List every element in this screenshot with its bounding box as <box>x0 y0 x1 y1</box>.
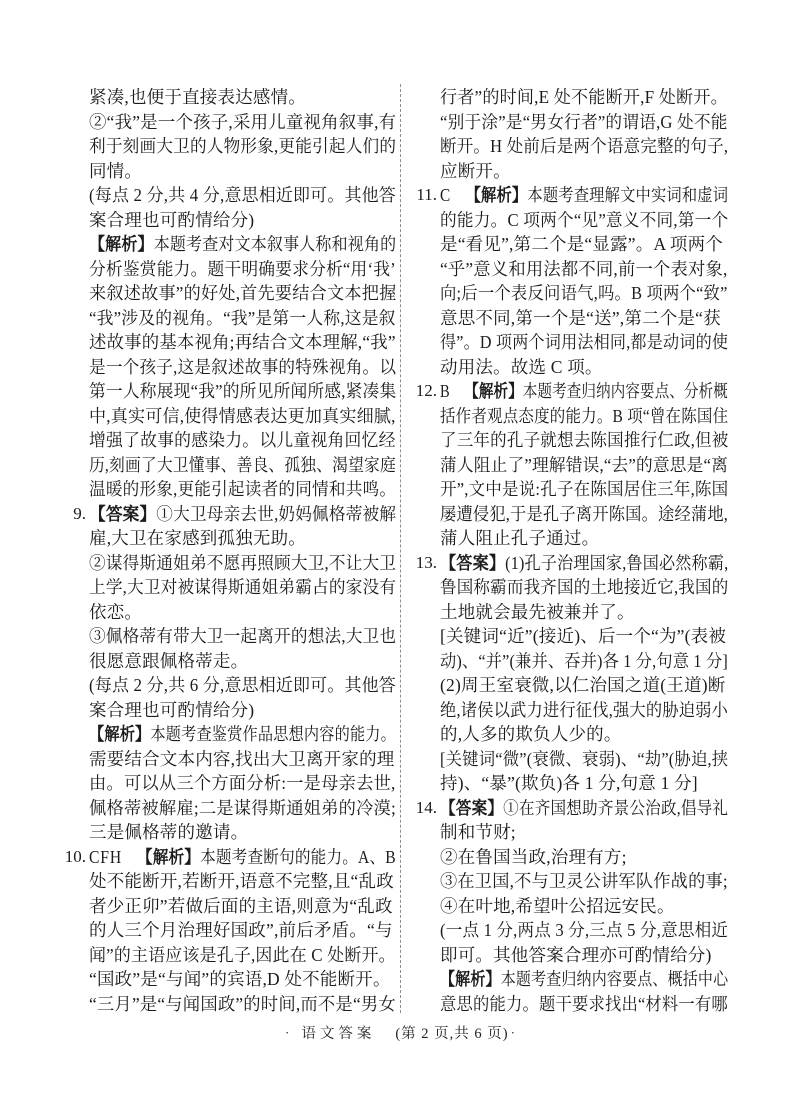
text-line: 中,真实可信,使得情感表达更加真实细腻, <box>89 405 396 426</box>
text-line: 是“看见”,第二个是“显露”。A 项两个 <box>440 234 723 254</box>
section-marker: 【解析】 <box>465 185 528 205</box>
text-line: [关键词“微”(衰微、衰弱)、“劫”(胁迫,挟 <box>440 748 729 769</box>
column-divider <box>400 84 401 1013</box>
answer-item-q10 <box>64 845 396 1017</box>
text-line: 【解析】本题考查对文本叙事人称和视角的 <box>89 234 397 254</box>
section-marker: 【解析】 <box>89 724 151 744</box>
text-line: “我”涉及的视角。“我”是第一人称,这是叙 <box>89 307 396 328</box>
text-line: [关键词“近”(接近)、后一个“为”(表被 <box>440 626 727 646</box>
text-line: 者少正卯”若做后面的主语,则意为“乱政 <box>89 895 393 916</box>
text-line: 绝,诸侯以武力进行征伐,强大的胁迫弱小 <box>440 699 729 720</box>
text-line: 是一个孩子,这是叙述故事的特殊视角。以 <box>89 356 397 377</box>
text-line: 【解析】本题考查鉴赏作品思想内容的能力。 <box>89 724 397 744</box>
text-line: (每点 2 分,共 6 分,意思相近即可。其他答 <box>89 675 396 695</box>
section-marker: 【答案】 <box>440 797 504 818</box>
text-line: 的能力。C 项两个“见”意义不同,第一个 <box>440 209 729 230</box>
text-line: 案合理也可酌情给分) <box>89 699 255 720</box>
text-line: (每点 2 分,共 4 分,意思相近即可。其他答 <box>89 185 396 205</box>
footer-dot-left: · <box>285 1025 290 1040</box>
text-line: 【答案】①大卫母亲去世,奶妈佩格蒂被解 <box>89 503 397 524</box>
text-line: 雇,大卫在家感到孤独无助。 <box>89 528 306 548</box>
text-line: 需要结合文本内容,找出大卫离开家的理 <box>89 748 395 769</box>
footer-dot-right: · <box>510 1025 515 1040</box>
item-number: 10. <box>64 846 86 866</box>
text-line: 动)、“并”(兼并、吞并)各 1 分,句意 1 分] <box>440 650 728 671</box>
answer-item-q12 <box>415 379 729 551</box>
section-marker: 【解析】 <box>136 846 201 867</box>
answers-column-left <box>64 85 397 1016</box>
text-line: 三是佩格蒂的邀请。 <box>89 822 249 842</box>
text-line: 【答案】①在齐国想助齐景公治政,倡导礼 <box>440 797 729 818</box>
section-marker: 【解析】 <box>440 969 501 989</box>
text-line: 的人三个月治理好国政”,前后矛盾。“与 <box>89 920 393 940</box>
answer-item-q13 <box>415 551 729 796</box>
text-line: C 【解析】本题考查理解文中实词和虚词 <box>440 185 729 205</box>
text-line: 上学,大卫对被谋得斯通姐弟霸占的家没有 <box>89 577 397 597</box>
answer-letter: CFH <box>89 846 123 867</box>
text-line: 述故事的基本视角;再结合文本理解,“我” <box>89 332 396 352</box>
text-line: 制和节财; <box>440 822 516 842</box>
text-line: “别于涂”是“男女行者”的谓语,G 处不能 <box>440 111 728 132</box>
text-line: (2)周王室衰微,以仁治国之道(王道)断 <box>440 675 726 695</box>
text-line: ②谋得斯通姐弟不愿再照顾大卫,不让大卫 <box>89 552 397 573</box>
text-line: 的,人多的欺负人少的。 <box>440 724 622 744</box>
answer-item-q9 <box>73 502 397 845</box>
text-line: CFH 【解析】本题考查断句的能力。A、B <box>89 846 396 867</box>
section-marker: 【答案】 <box>440 552 506 573</box>
text-line: 蒲人阻止了”理解错误,“去”的意思是“离 <box>440 454 728 475</box>
text-line: 持)、“暴”(欺负)各 1 分,句意 1 分] <box>440 773 698 793</box>
text-line: 来叙述故事”的好处,首先要结合文本把握 <box>89 283 397 303</box>
answer-letter: C <box>440 185 452 205</box>
text-line: “乎”意义和用法都不同,前一个表对象, <box>440 258 728 279</box>
text-line: 历,刻画了大卫懂事、善良、孤独、渴望家庭 <box>89 454 396 475</box>
text-line: 同情。 <box>89 160 143 181</box>
item-number: 11. <box>416 185 437 204</box>
text-line: 意思不同,第一个是“送”,第二个是“获 <box>440 307 721 328</box>
text-line: (一点 1 分,两点 3 分,三点 5 分,意思相近 <box>440 920 729 940</box>
text-line: 处不能断开,若断开,语意不完整,且“乱政 <box>89 871 394 891</box>
text-line: 紧凑,也便于直接表达感情。 <box>89 87 306 107</box>
text-line: ②“我”是一个孩子,采用儿童视角叙事,有 <box>89 111 397 132</box>
text-line: 第一人称展现“我”的所见所闻所感,紧凑集 <box>89 381 397 401</box>
text-line: 闻”的主语应该是孔子,因此在 C 处断开。 <box>89 944 396 965</box>
text-line: ③佩格蒂有带大卫一起离开的想法,大卫也 <box>89 626 397 646</box>
text-line: ④在叶地,希望叶公招远安民。 <box>440 895 675 916</box>
text-line: “国政”是“与闻”的宾语,D 处不能断开。 <box>89 969 391 989</box>
text-line: 佩格蒂被解雇;二是谋得斯通姐弟的冷漠; <box>89 797 397 818</box>
text-line: 了三年的孔子就想去陈国推行仁政,但被 <box>440 430 729 450</box>
page-footer <box>0 1022 800 1045</box>
item-number: 12. <box>415 381 437 400</box>
text-line: 鲁国称霸而我齐国的土地接近它,我国的 <box>440 577 729 597</box>
item-number: 9. <box>73 503 86 523</box>
text-line: 温暖的形象,更能引起读者的同情和共鸣。 <box>89 479 397 499</box>
text-line: 分析鉴赏能力。题干明确要求分析“用‘我’ <box>89 258 396 279</box>
text-line: 增强了故事的感染力。以儿童视角回忆经 <box>89 430 396 450</box>
answer-item-q8-continued <box>89 85 396 502</box>
text-line: 向;后一个表反问语气,吗。B 项两个“致” <box>440 283 728 303</box>
item-number: 14. <box>415 797 437 817</box>
section-marker: 【答案】 <box>89 503 157 524</box>
text-line: 【解析】本题考查归纳内容要点、概括中心 <box>440 969 729 989</box>
text-line: B 【解析】本题考查归纳内容要点、分析概 <box>440 381 728 401</box>
text-line: 【答案】(1)孔子治理国家,鲁国必然称霸, <box>440 552 729 573</box>
text-line: 屡遭侵犯,于是孔子离开陈国。途经蒲地, <box>440 503 729 524</box>
footer-title: 语文答案 <box>301 1026 376 1042</box>
text-line: 行者”的时间,E 处不能断开,F 处断开。 <box>440 87 728 107</box>
text-line: 由。可以从三个方面分析:一是母亲去世, <box>89 773 396 793</box>
text-line: 断开。H 处前后是两个语意完整的句子, <box>440 136 729 156</box>
footer-page-info: (第 2 页,共 6 页) <box>395 1026 509 1042</box>
answers-column-right <box>415 85 729 1016</box>
text-line: 依恋。 <box>89 601 143 622</box>
text-line: 开”,文中是说:孔子在陈国居住三年,陈国 <box>440 479 729 499</box>
text-line: 即可。其他答案合理亦可酌情给分) <box>440 944 712 965</box>
text-line: ③在卫国,不与卫灵公讲军队作战的事; <box>440 871 728 891</box>
text-line: 利于刻画大卫的人物形象,更能引起人们的 <box>89 136 397 156</box>
answer-item-q11 <box>416 183 729 379</box>
answer-item-q14 <box>415 796 729 1017</box>
text-line: 蒲人阻止孔子通过。 <box>440 528 600 548</box>
text-line: 土地就会最先被兼并了。 <box>440 601 635 622</box>
text-line: 应断开。 <box>440 160 511 181</box>
section-marker: 【解析】 <box>89 234 154 254</box>
text-line: 动用法。故选 C 项。 <box>440 356 603 377</box>
text-line: 括作者观点态度的能力。B 项“曾在陈国住 <box>440 405 729 426</box>
text-line: ②在鲁国当政,治理有方; <box>440 846 627 867</box>
item-number: 13. <box>415 552 437 572</box>
answer-letter: B <box>440 381 451 401</box>
text-line: 得”。D 项两个词用法相同,都是动词的使 <box>440 332 729 352</box>
text-line: 很愿意跟佩格蒂走。 <box>89 650 249 671</box>
text-line: 意思的能力。题干要求找出“材料一有哪 <box>440 993 728 1014</box>
section-marker: 【解析】 <box>464 381 523 401</box>
text-line: “三月”是“与闻国政”的时间,而不是“男女 <box>89 993 396 1014</box>
answer-item-q10-continued <box>440 85 728 183</box>
text-line: 案合理也可酌情给分) <box>89 209 255 230</box>
